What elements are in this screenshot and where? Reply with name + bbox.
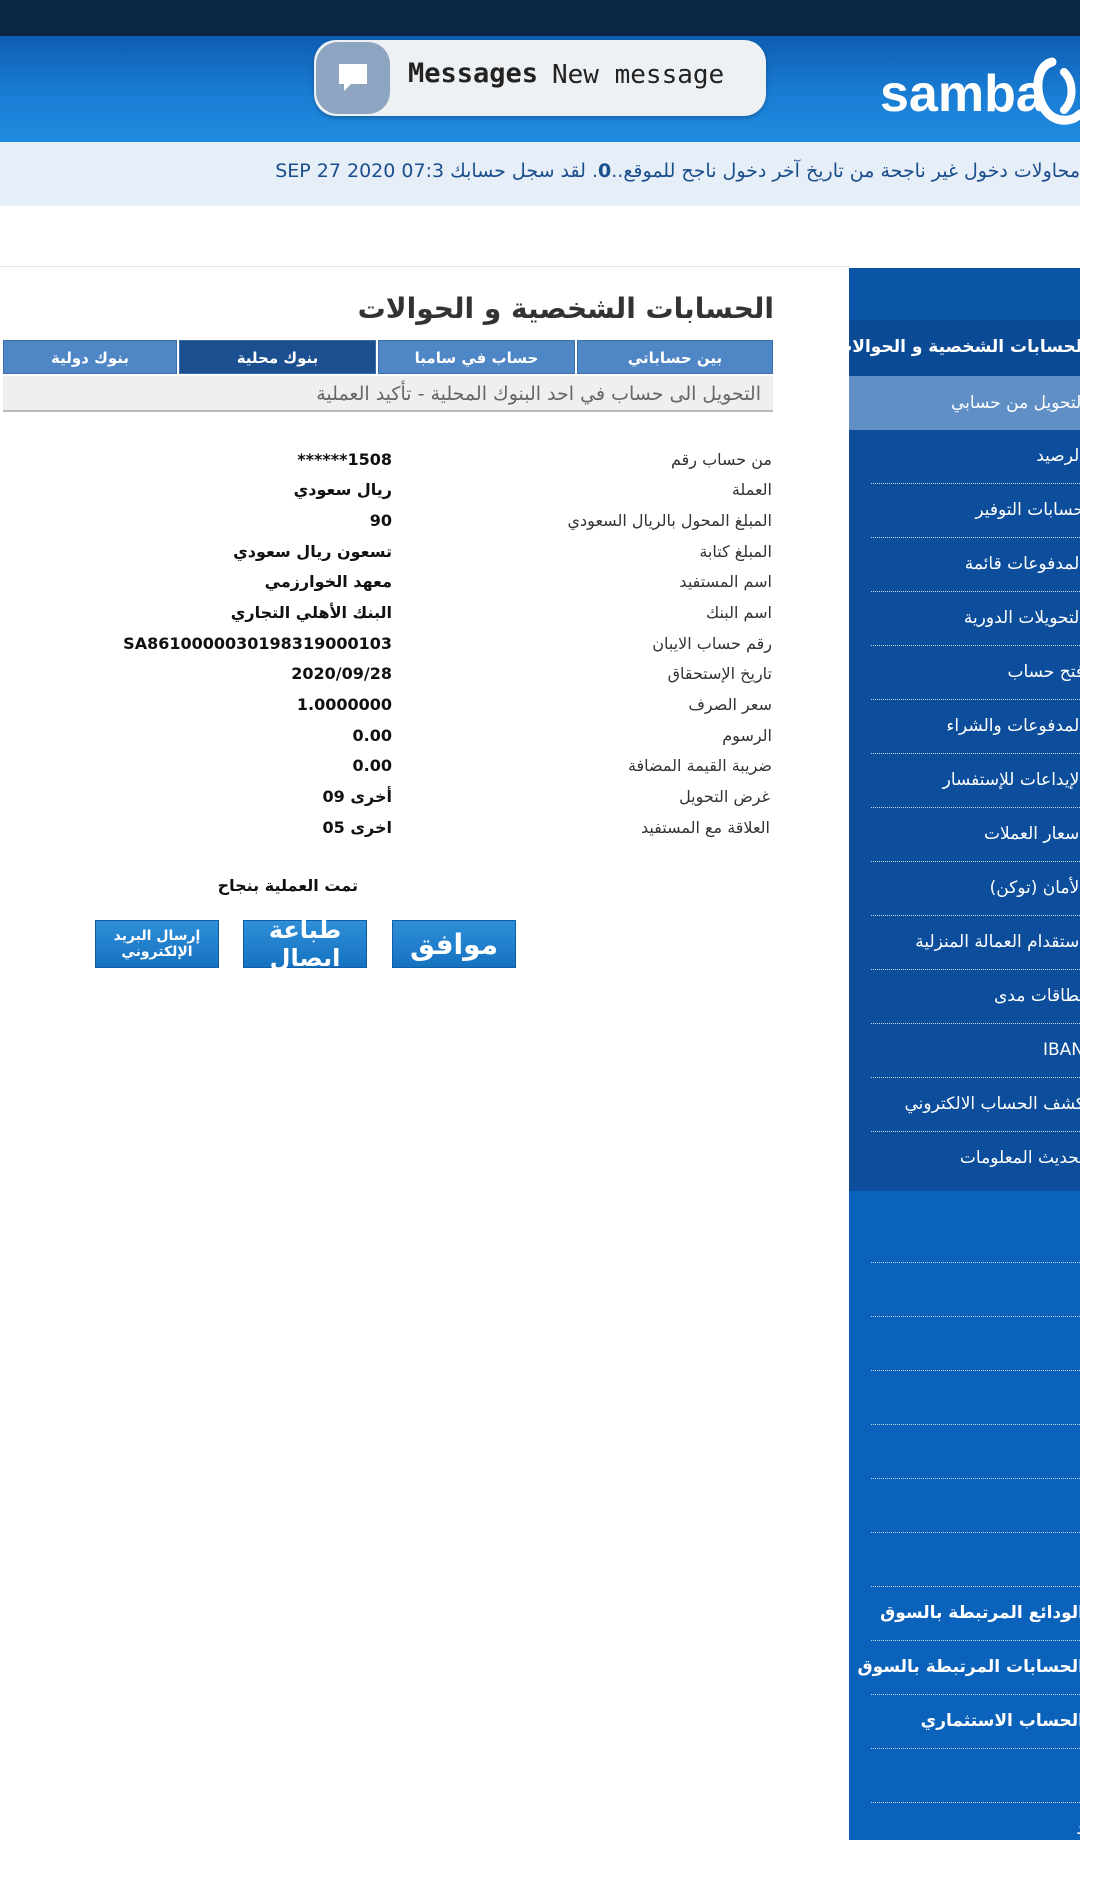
messages-pill[interactable] bbox=[314, 40, 766, 116]
sidebar-item[interactable]: التحويلات الدورية bbox=[871, 592, 1080, 646]
row-value: 1.0000000 bbox=[296, 695, 392, 714]
tab-international-banks[interactable]: بنوك دولية bbox=[3, 340, 177, 374]
sidebar-lower-item[interactable]: الحسابات المرتبطة بالسوق bbox=[871, 1641, 1080, 1695]
row-label: المبلغ كتابة bbox=[699, 542, 772, 561]
row-value: ******1508 bbox=[297, 450, 392, 469]
row-value: معهد الخوارزمي bbox=[264, 572, 392, 591]
row-label: الرسوم bbox=[722, 726, 772, 745]
row-label: المبلغ المحول بالريال السعودي bbox=[567, 511, 772, 530]
tab-local-banks[interactable]: بنوك محلية bbox=[179, 340, 376, 374]
sidebar-lower-item[interactable]: د bbox=[1076, 1819, 1084, 1839]
sidebar-item[interactable]: المدفوعات قائمة bbox=[871, 538, 1080, 592]
sidebar-lower-item[interactable] bbox=[871, 1209, 1080, 1263]
success-message: تمت العملية بنجاح bbox=[217, 876, 358, 895]
sidebar-item[interactable]: كشف الحساب الالكتروني bbox=[871, 1078, 1080, 1132]
login-info-text: محاولات دخول غير ناجحة من تاريخ آخر دخول ناجح للموقع..0. لقد سجل حسابك SEP 27 2020 07:3 bbox=[275, 160, 1080, 182]
messages-label: Messages bbox=[408, 58, 539, 89]
chat-bubble-icon bbox=[316, 42, 390, 114]
row-value: 2020/09/28 bbox=[291, 664, 392, 683]
sidebar-lower-item[interactable]: الحساب الاستثماري bbox=[871, 1695, 1080, 1749]
sidebar bbox=[835, 268, 1088, 1840]
login-info-bar bbox=[0, 142, 1080, 206]
subtitle-bar bbox=[3, 376, 773, 412]
tab-between-my-accounts[interactable]: بين حساباتي bbox=[577, 340, 773, 374]
row-label: رقم حساب الايبان bbox=[652, 634, 772, 653]
sidebar-item[interactable]: IBAN bbox=[871, 1024, 1080, 1078]
row-value: البنك الأهلي التجاري bbox=[230, 603, 392, 622]
row-value: 90 bbox=[369, 511, 392, 530]
status-strip bbox=[0, 0, 1080, 36]
sidebar-item[interactable]: حسابات التوفير bbox=[871, 484, 1080, 538]
row-value: تسعون ريال سعودي bbox=[233, 542, 392, 561]
transfer-tabs bbox=[3, 340, 773, 374]
row-label: العملة bbox=[731, 480, 772, 499]
subtitle-text: التحويل الى حساب في احد البنوك المحلية - تأكيد العملية bbox=[316, 383, 761, 405]
send-email-button[interactable]: إرسال البريد الإلكتروني bbox=[95, 920, 219, 968]
print-receipt-button[interactable]: طباعة ايصال bbox=[243, 920, 367, 968]
new-message-label: New message bbox=[552, 60, 725, 90]
sidebar-lower-item[interactable] bbox=[871, 1425, 1080, 1479]
row-label: غرض التحويل bbox=[679, 787, 770, 806]
tab-samba-account[interactable]: حساب في سامبا bbox=[378, 340, 575, 374]
row-value: 09 أخرى bbox=[322, 787, 392, 806]
sidebar-item[interactable]: الرصيد bbox=[871, 430, 1080, 484]
sidebar-item[interactable]: فتح حساب bbox=[871, 646, 1080, 700]
sidebar-item[interactable]: المدفوعات والشراء bbox=[871, 700, 1080, 754]
sidebar-lower-item[interactable] bbox=[871, 1371, 1080, 1425]
sidebar-item[interactable]: الإيداعات للإستفسار bbox=[871, 754, 1080, 808]
page-title: الحسابات الشخصية و الحوالات bbox=[357, 292, 774, 325]
sidebar-item[interactable]: الأمان (توكن) bbox=[871, 862, 1080, 916]
sidebar-lower-item[interactable] bbox=[871, 1263, 1080, 1317]
row-label: ضريبة القيمة المضافة bbox=[627, 756, 772, 775]
sidebar-lower-item[interactable]: الودائع المرتبطة بالسوق bbox=[871, 1587, 1080, 1641]
sidebar-item-active[interactable]: التحويل من حسابي bbox=[849, 376, 1080, 430]
sidebar-top bbox=[849, 268, 1080, 320]
row-label: اسم البنك bbox=[705, 603, 772, 622]
sidebar-lower-item[interactable] bbox=[871, 1533, 1080, 1587]
row-value: 05 اخرى bbox=[322, 818, 392, 837]
sidebar-item[interactable]: استقدام العمالة المنزلية bbox=[871, 916, 1080, 970]
sidebar-lower-item[interactable] bbox=[871, 1479, 1080, 1533]
sidebar-item[interactable]: أسعار العملات bbox=[871, 808, 1080, 862]
sidebar-item[interactable]: تحديث المعلومات bbox=[959, 1148, 1084, 1168]
sidebar-lower-item[interactable] bbox=[871, 1749, 1080, 1803]
sidebar-lower-item[interactable] bbox=[871, 1317, 1080, 1371]
row-label: تاريخ الإستحقاق bbox=[667, 664, 772, 683]
row-value: 0.00 bbox=[352, 726, 392, 745]
header bbox=[0, 36, 1080, 142]
row-label: من حساب رقم bbox=[670, 450, 772, 469]
row-value: SA8610000030198319000103 bbox=[123, 634, 392, 653]
row-value: ريال سعودي bbox=[293, 480, 392, 499]
samba-logo-icon bbox=[1030, 52, 1100, 132]
row-label: اسم المستفيد bbox=[679, 572, 772, 591]
row-label: سعر الصرف bbox=[688, 695, 772, 714]
row-label: العلاقة مع المستفيد bbox=[640, 818, 770, 837]
divider bbox=[0, 266, 850, 267]
row-value: 0.00 bbox=[352, 756, 392, 775]
sidebar-item[interactable]: بطاقات مدى bbox=[871, 970, 1080, 1024]
ok-button[interactable]: موافق bbox=[392, 920, 516, 968]
sidebar-section-title[interactable]: الحسابات الشخصية و الحوالات bbox=[849, 320, 1080, 376]
samba-logo-text: samba bbox=[880, 65, 1045, 123]
